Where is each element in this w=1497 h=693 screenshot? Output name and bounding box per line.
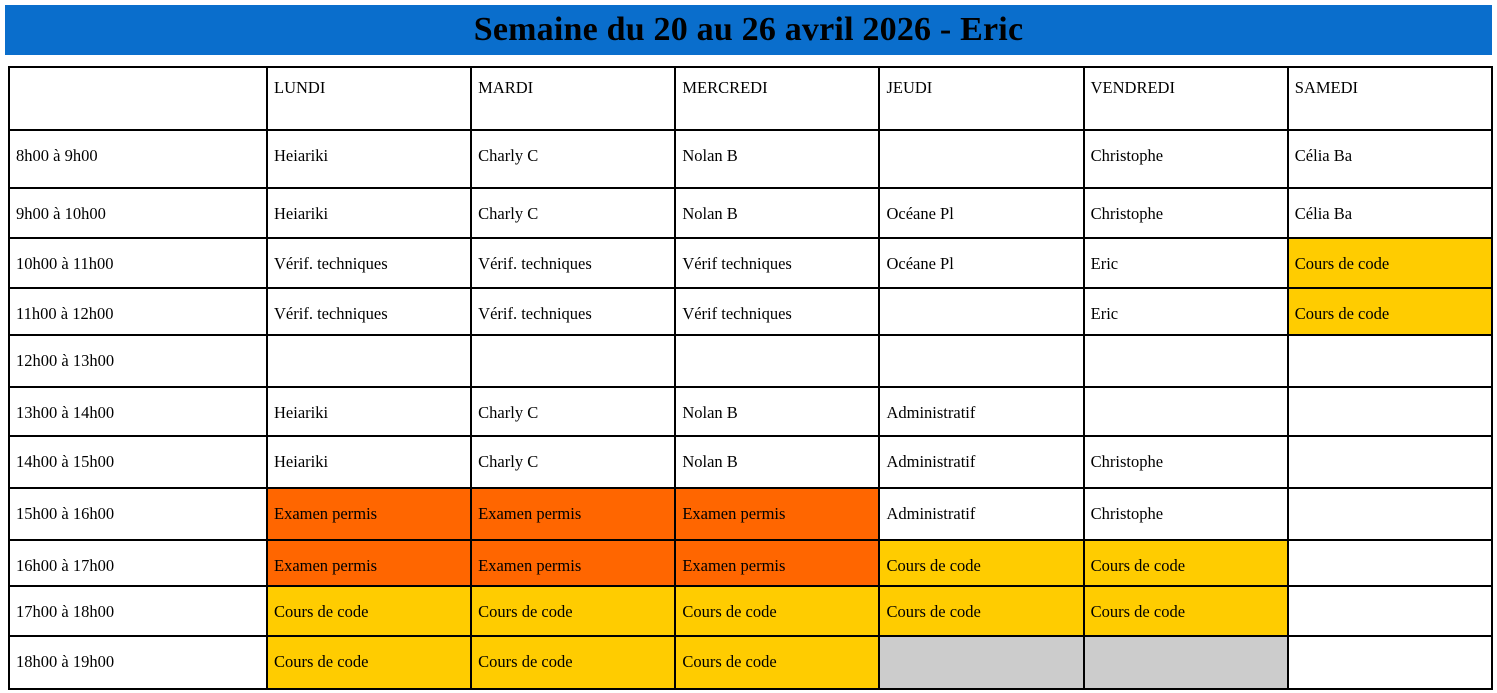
day-header-mercredi: MERCREDI [675, 67, 879, 130]
schedule-cell-vendredi: Christophe [1084, 130, 1288, 188]
schedule-cell-jeudi: Administratif [879, 436, 1083, 488]
schedule-cell-samedi [1288, 586, 1492, 636]
time-slot-cell: 16h00 à 17h00 [9, 540, 267, 586]
page-title: Semaine du 20 au 26 avril 2026 - Eric [473, 11, 1024, 48]
schedule-cell-jeudi: Cours de code [879, 540, 1083, 586]
schedule-cell-jeudi: Administratif [879, 387, 1083, 436]
time-slot-cell: 13h00 à 14h00 [9, 387, 267, 436]
schedule-cell-samedi: Célia Ba [1288, 130, 1492, 188]
time-slot-cell: 17h00 à 18h00 [9, 586, 267, 636]
table-row [9, 488, 1492, 539]
schedule-cell-vendredi: Christophe [1084, 188, 1288, 238]
table-row [9, 188, 1492, 238]
time-slot-cell: 11h00 à 12h00 [9, 288, 267, 335]
schedule-cell-samedi: Célia Ba [1288, 188, 1492, 238]
schedule-cell-mardi: Charly C [471, 387, 675, 436]
schedule-cell-lundi: Vérif. techniques [267, 238, 471, 287]
schedule-cell-mercredi: Vérif techniques [675, 238, 879, 287]
table-row [9, 436, 1492, 488]
schedule-cell-mercredi: Nolan B [675, 387, 879, 436]
table-row [9, 387, 1492, 436]
schedule-cell-jeudi: Océane Pl [879, 188, 1083, 238]
table-row [9, 288, 1492, 335]
schedule-cell-mercredi: Vérif techniques [675, 288, 879, 335]
schedule-cell-mardi: Cours de code [471, 636, 675, 689]
schedule-cell-lundi: Heiariki [267, 436, 471, 488]
schedule-cell-lundi: Cours de code [267, 636, 471, 689]
table-row [9, 586, 1492, 636]
schedule-cell-lundi: Heiariki [267, 188, 471, 238]
day-header-vendredi: VENDREDI [1084, 67, 1288, 130]
schedule-cell-lundi: Examen permis [267, 540, 471, 586]
schedule-cell-jeudi [879, 636, 1083, 689]
table-row [9, 636, 1492, 689]
schedule-cell-mardi: Cours de code [471, 586, 675, 636]
schedule-cell-jeudi: Océane Pl [879, 238, 1083, 287]
schedule-cell-mercredi: Nolan B [675, 130, 879, 188]
schedule-cell-jeudi [879, 288, 1083, 335]
schedule-cell-jeudi [879, 130, 1083, 188]
schedule-cell-mardi: Charly C [471, 130, 675, 188]
schedule-cell-lundi: Heiariki [267, 130, 471, 188]
time-slot-cell: 10h00 à 11h00 [9, 238, 267, 287]
schedule-cell-mercredi [675, 335, 879, 386]
title-bar [5, 5, 1492, 55]
schedule-cell-mardi: Vérif. techniques [471, 238, 675, 287]
schedule-cell-mardi: Charly C [471, 188, 675, 238]
schedule-cell-mercredi: Examen permis [675, 540, 879, 586]
schedule-cell-samedi [1288, 387, 1492, 436]
table-row [9, 540, 1492, 586]
schedule-cell-vendredi: Eric [1084, 288, 1288, 335]
schedule-cell-lundi [267, 335, 471, 386]
schedule-cell-mardi: Charly C [471, 436, 675, 488]
schedule-cell-mercredi: Cours de code [675, 586, 879, 636]
time-slot-cell: 12h00 à 13h00 [9, 335, 267, 386]
day-header-jeudi: JEUDI [879, 67, 1083, 130]
schedule-cell-vendredi: Cours de code [1084, 540, 1288, 586]
schedule-cell-vendredi: Cours de code [1084, 586, 1288, 636]
schedule-cell-mardi: Vérif. techniques [471, 288, 675, 335]
time-slot-cell: 15h00 à 16h00 [9, 488, 267, 539]
schedule-cell-vendredi: Christophe [1084, 436, 1288, 488]
day-header-mardi: MARDI [471, 67, 675, 130]
schedule-cell-lundi: Vérif. techniques [267, 288, 471, 335]
schedule-cell-vendredi [1084, 335, 1288, 386]
table-row [9, 335, 1492, 386]
schedule-cell-jeudi: Administratif [879, 488, 1083, 539]
table-row [9, 238, 1492, 287]
schedule-cell-samedi: Cours de code [1288, 238, 1492, 287]
schedule-cell-samedi [1288, 335, 1492, 386]
day-header-samedi: SAMEDI [1288, 67, 1492, 130]
day-header-lundi: LUNDI [267, 67, 471, 130]
schedule-cell-samedi [1288, 436, 1492, 488]
schedule-cell-jeudi [879, 335, 1083, 386]
schedule-cell-vendredi: Eric [1084, 238, 1288, 287]
schedule-cell-mercredi: Nolan B [675, 188, 879, 238]
schedule-cell-samedi [1288, 636, 1492, 689]
corner-cell [9, 67, 267, 130]
schedule-cell-samedi: Cours de code [1288, 288, 1492, 335]
schedule-cell-mercredi: Nolan B [675, 436, 879, 488]
schedule-cell-jeudi: Cours de code [879, 586, 1083, 636]
table-row [9, 130, 1492, 188]
schedule-cell-mardi [471, 335, 675, 386]
schedule-cell-lundi: Examen permis [267, 488, 471, 539]
schedule-cell-lundi: Cours de code [267, 586, 471, 636]
schedule-cell-mardi: Examen permis [471, 488, 675, 539]
time-slot-cell: 18h00 à 19h00 [9, 636, 267, 689]
schedule-cell-mercredi: Examen permis [675, 488, 879, 539]
schedule-cell-vendredi [1084, 387, 1288, 436]
time-slot-cell: 14h00 à 15h00 [9, 436, 267, 488]
schedule-cell-vendredi [1084, 636, 1288, 689]
schedule-cell-mercredi: Cours de code [675, 636, 879, 689]
schedule-table [8, 66, 1493, 690]
schedule-cell-vendredi: Christophe [1084, 488, 1288, 539]
schedule-cell-samedi [1288, 540, 1492, 586]
header-row [9, 67, 1492, 130]
time-slot-cell: 9h00 à 10h00 [9, 188, 267, 238]
schedule-cell-samedi [1288, 488, 1492, 539]
schedule-cell-lundi: Heiariki [267, 387, 471, 436]
time-slot-cell: 8h00 à 9h00 [9, 130, 267, 188]
schedule-cell-mardi: Examen permis [471, 540, 675, 586]
